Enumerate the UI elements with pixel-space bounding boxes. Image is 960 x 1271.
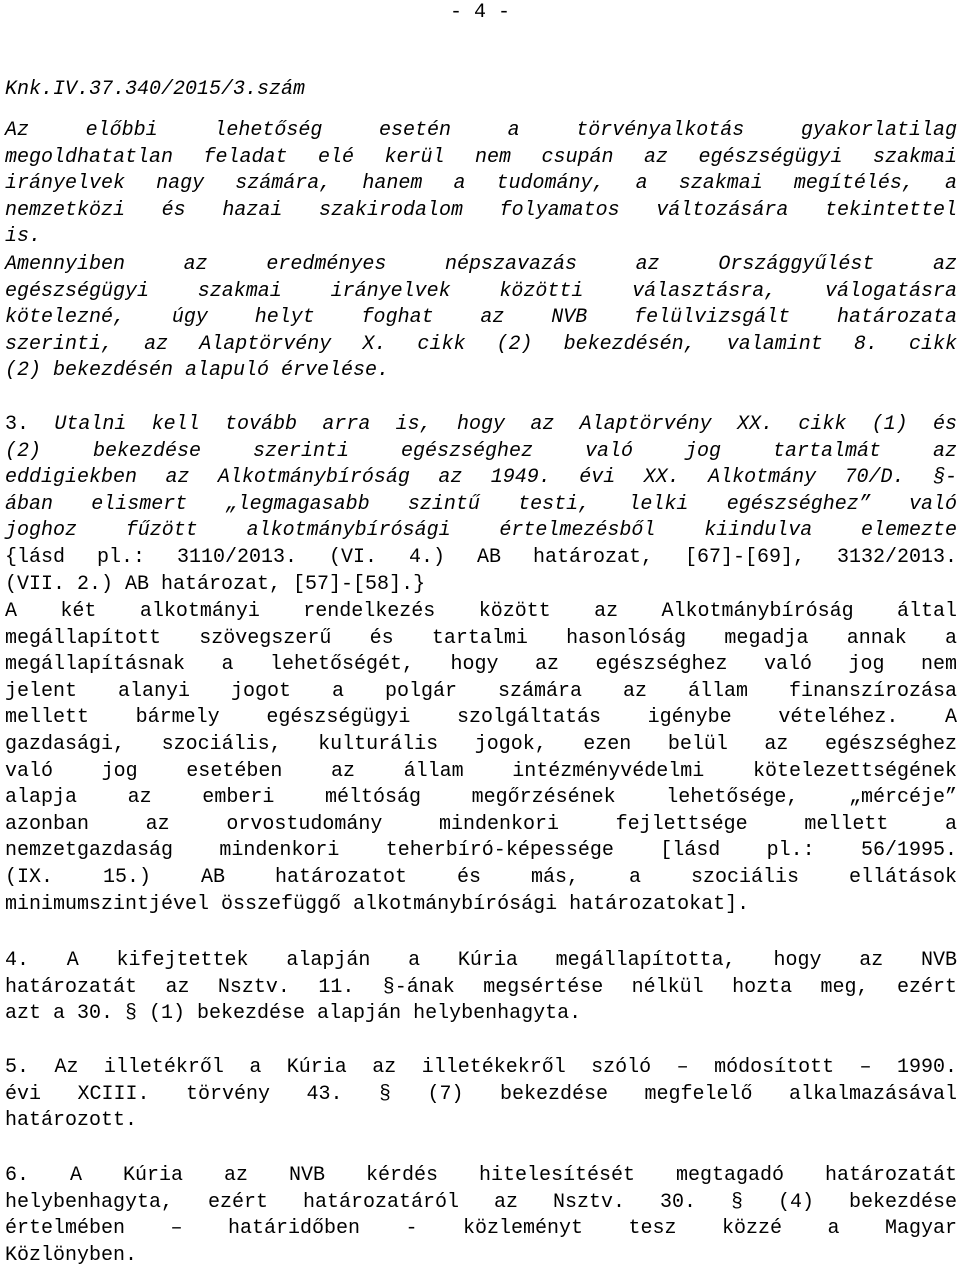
text-line: nemzetgazdaság mindenkori teherbíró-képessége [lásd pl.: 56/1995. <box>5 839 957 863</box>
text-line: helybenhagyta, ezért határozatáról az Nsztv. 30. § (4) bekezdése <box>5 1190 957 1214</box>
text-line: irányelvek nagy számára, hanem a tudomány, a szakmai megítélés, a <box>5 172 957 196</box>
text-line: is. <box>5 225 42 249</box>
text-line: jelent alanyi jogot a polgár számára az állam finanszírozása <box>5 679 957 703</box>
text-line: azonban az orvostudomány mindenkori fejlettsége mellett a <box>5 812 957 836</box>
text-line: való jog esetében az állam intézményvédelmi kötelezettségének <box>5 759 957 783</box>
text-line: értelmében – határidőben - közleményt tesz közzé a Magyar <box>5 1217 957 1241</box>
text-line: nemzetközi és hazai szakirodalom folyamatos változására tekintettel <box>5 198 957 222</box>
text-line: joghoz fűzött alkotmánybírósági értelmezésből kiindulva elemezte <box>5 519 957 543</box>
text-line: alapja az emberi méltóság megőrzésének lehetősége, „mércéje” <box>5 786 957 810</box>
text-line: ában elismert „legmagasabb szintű testi, lelki egészséghez” való <box>5 492 957 516</box>
text-line: szerinti, az Alaptörvény X. cikk (2) bekezdésén, valamint 8. cikk <box>5 332 957 356</box>
text-line: (IX. 15.) AB határozatot és más, a szociális ellátások <box>5 865 957 889</box>
text-line: A két alkotmányi rendelkezés között az Alkotmánybíróság által <box>5 600 957 623</box>
text-line: határozott. <box>5 1109 138 1133</box>
text-line: egészségügyi szakmai irányelvek közötti választásra, válogatásra <box>5 279 957 303</box>
paragraph-5 <box>5 948 957 1028</box>
text-line: megállapított szövegszerű és tartalmi hasonlóság megadja annak a <box>5 626 957 650</box>
text-line: megállapításnak a lehetőségét, hogy az egészséghez való jog nem <box>5 653 957 677</box>
page-number: - 4 - <box>450 1 511 24</box>
text-line <box>5 412 957 439</box>
text-line: Az előbbi lehetőség esetén a törvényalkotás gyakorlatilag <box>5 119 957 142</box>
text-line: (VII. 2.) AB határozat, [57]-[58].} <box>5 572 426 596</box>
paragraph-1 <box>5 118 957 251</box>
paragraph-7 <box>5 1163 957 1269</box>
text-line: 5. Az illetékről a Kúria az illetékekről szóló – módosított – 1990. <box>5 1056 957 1079</box>
paragraph-2 <box>5 252 957 385</box>
text-line: évi XCIII. törvény 43. § (7) bekezdése megfelelő alkalmazásával <box>5 1082 957 1106</box>
text-line: eddigiekben az Alkotmánybíróság az 1949. évi XX. Alkotmány 70/D. §- <box>5 466 957 490</box>
text-line: Amennyiben az eredményes népszavazás az Országgyűlést az <box>5 253 957 276</box>
paragraph-3 <box>5 412 957 598</box>
text-line: megoldhatatlan feladat elé kerül nem csupán az egészségügyi szakmai <box>5 145 957 169</box>
text-line: Közlönyben. <box>5 1243 138 1267</box>
text-line: azt a 30. § (1) bekezdése alapján helybenhagyta. <box>5 1002 582 1026</box>
text-line: (2) bekezdése szerinti egészséghez való jog tartalmát az <box>5 439 957 463</box>
text-line: határozatát az Nsztv. 11. §-ának megsértése nélkül hozta meg, ezért <box>5 975 957 999</box>
text-line: {lásd pl.: 3110/2013. (VI. 4.) AB határozat, [67]-[69], 3132/2013. <box>5 545 957 569</box>
section-number: 3. <box>5 413 55 436</box>
case-number: Knk.IV.37.340/2015/3.szám <box>5 78 306 101</box>
text-line: gazdasági, szociális, kulturális jogok, ezen belül az egészséghez <box>5 732 957 756</box>
paragraph-4 <box>5 599 957 918</box>
text-line: (2) bekezdésén alapuló érvelése. <box>5 359 390 383</box>
text-line: kötelezné, úgy helyt foghat az NVB felülvizsgált határozata <box>5 306 957 330</box>
text-line: minimumszintjével összefüggő alkotmánybírósági határozatokat]. <box>5 892 750 916</box>
text-fragment: Utalni kell tovább arra is, hogy az Alaptörvény XX. cikk (1) és <box>54 413 957 436</box>
paragraph-6 <box>5 1055 957 1135</box>
text-line: mellett bármely egészségügyi szolgáltatás igénybe vételéhez. A <box>5 706 957 730</box>
text-line: 6. A Kúria az NVB kérdés hitelesítését megtagadó határozatát <box>5 1164 957 1187</box>
text-line: 4. A kifejtettek alapján a Kúria megállapította, hogy az NVB <box>5 949 957 972</box>
